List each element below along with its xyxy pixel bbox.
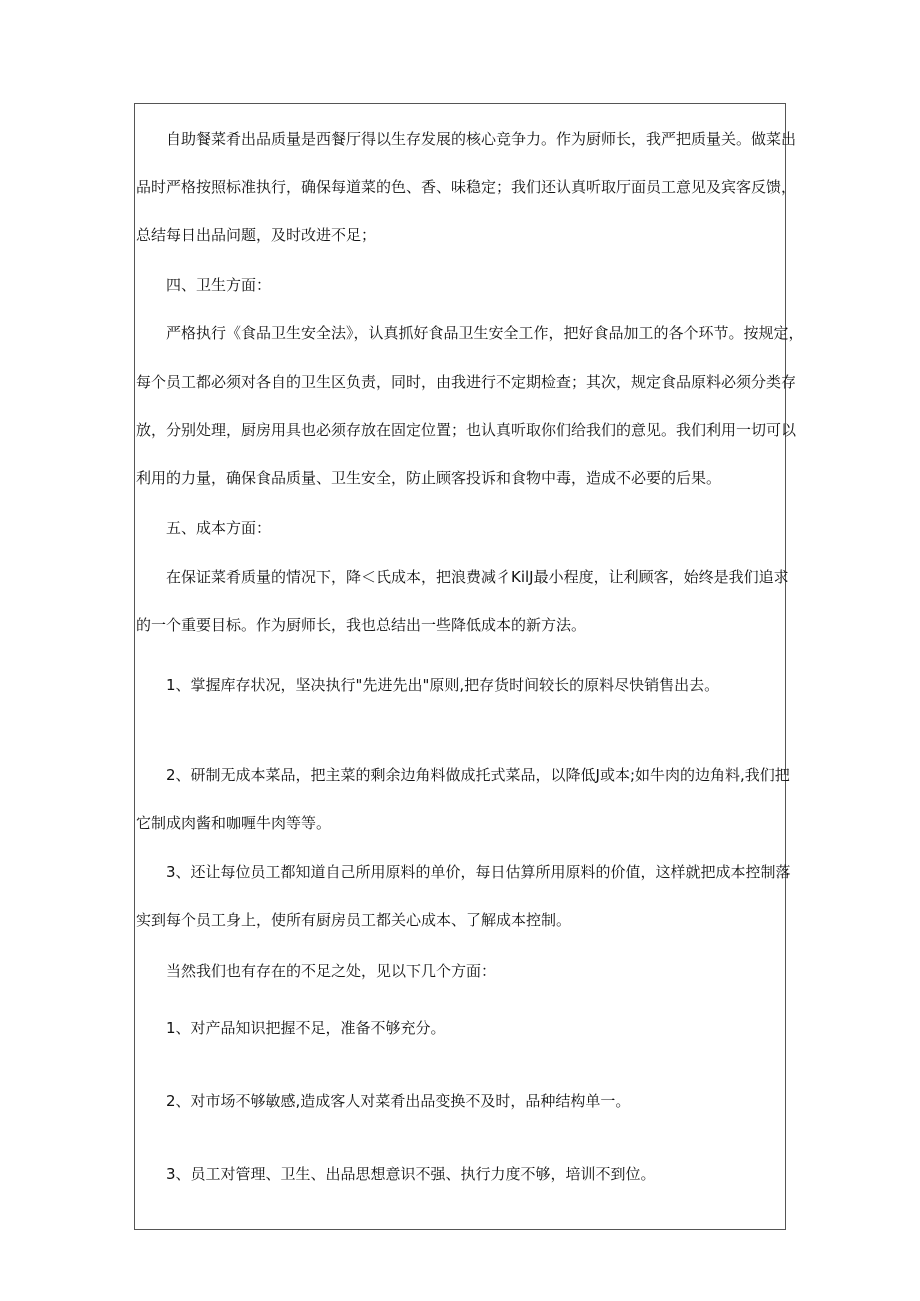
text-line: 品时严格按照标准执行，确保每道菜的色、香、味稳定；我们还认真听取厅面员工意见及宾客反馈， xyxy=(136,178,797,196)
list-item: 2、对市场不够敏感,造成客人对菜肴出品变换不及时，品种结构单一。 xyxy=(166,1092,631,1110)
document-frame xyxy=(134,103,786,1230)
list-item: 2、研制无成本菜品，把主菜的剩余边角料做成托式菜品，以降低J或本;如牛肉的边角料,我们把 xyxy=(166,766,790,784)
section-heading: 五、成本方面： xyxy=(166,519,272,537)
text-line: 严格执行《食品卫生安全法》，认真抓好食品卫生安全工作，把好食品加工的各个环节。按规定， xyxy=(166,324,804,342)
text-line: 总结每日出品问题，及时改进不足； xyxy=(136,226,377,244)
text-line: 实到每个员工身上，使所有厨房员工都关心成本、了解成本控制。 xyxy=(136,911,572,929)
list-item: 3、还让每位员工都知道自己所用原料的单价，每日估算所用原料的价值，这样就把成本控制落 xyxy=(166,863,791,881)
text-line: 放，分别处理，厨房用具也必须存放在固定位置；也认真听取你们给我们的意见。我们利用一切可以 xyxy=(136,421,797,439)
list-item: 1、掌握库存状况，坚决执行"先进先出"原则,把存货时间较长的原料尽快销售出去。 xyxy=(166,676,720,694)
list-item: 1、对产品知识把握不足，准备不够充分。 xyxy=(166,1019,446,1037)
text-line: 它制成肉酱和咖喱牛肉等等。 xyxy=(136,814,332,832)
text-line: 每个员工都必须对各自的卫生区负责，同时，由我进行不定期检查；其次，规定食品原料必须分类存 xyxy=(136,373,797,391)
text-line: 在保证菜肴质量的情况下，降＜氏成本，把浪费减彳KilJ最小程度，让利顾客，始终是我们追求 xyxy=(166,568,789,586)
text-line: 的一个重要目标。作为厨师长，我也总结出一些降低成本的新方法。 xyxy=(136,616,587,634)
section-heading: 四、卫生方面： xyxy=(166,276,272,294)
text-line: 利用的力量，确保食品质量、卫生安全，防止顾客投诉和食物中毒，造成不必要的后果。 xyxy=(136,469,722,487)
list-item: 3、员工对管理、卫生、出品思想意识不强、执行力度不够，培训不到位。 xyxy=(166,1165,656,1183)
text-line: 当然我们也有存在的不足之处，见以下几个方面： xyxy=(166,962,497,980)
text-line: 自助餐菜肴出品质量是西餐厅得以生存发展的核心竞争力。作为厨师长，我严把质量关。做菜出 xyxy=(166,130,797,148)
